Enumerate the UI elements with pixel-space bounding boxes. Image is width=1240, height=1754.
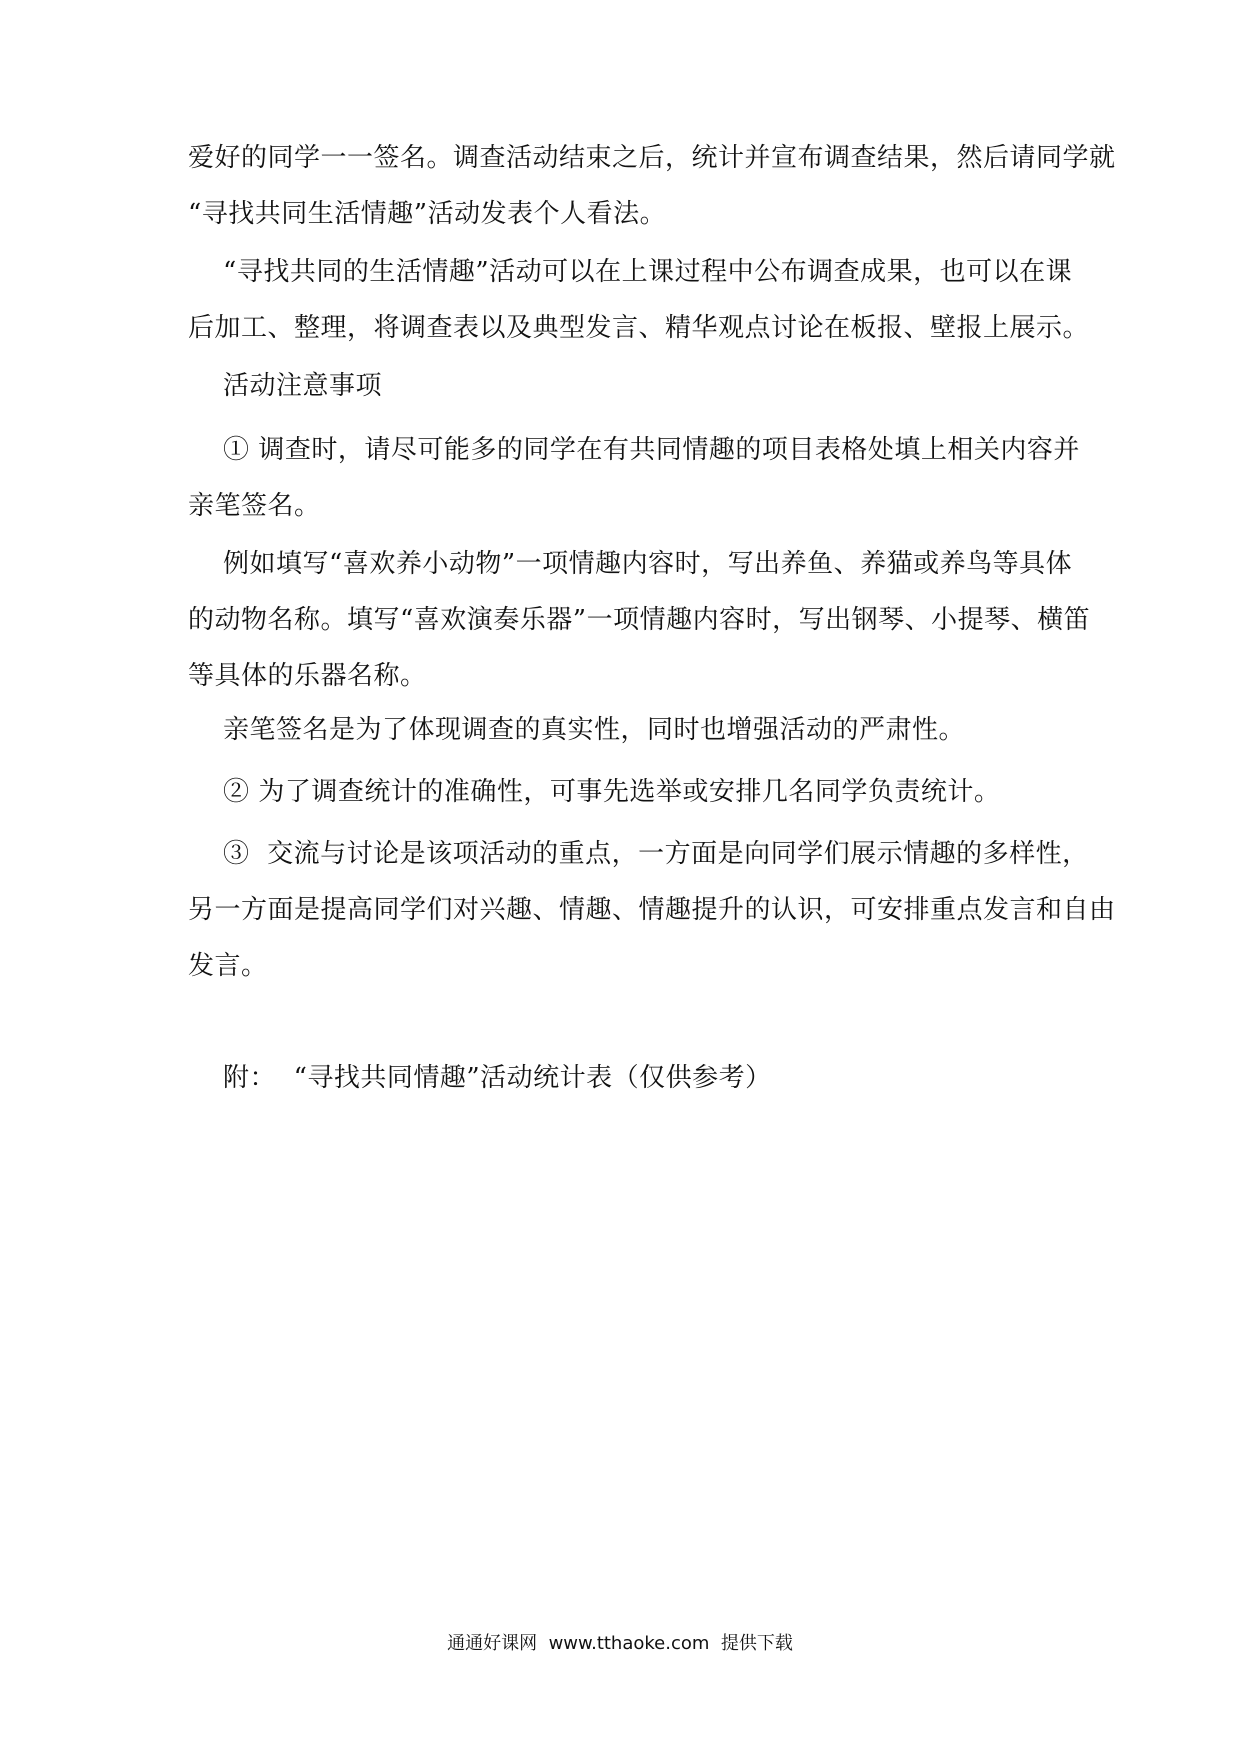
text-line: 的动物名称。填写“喜欢演奏乐器”一项情趣内容时，写出钢琴、小提琴、横笛 (188, 605, 1091, 635)
text-line: ① 调查时，请尽可能多的同学在有共同情趣的项目表格处填上相关内容并 (188, 435, 1080, 465)
text-line: 活动注意事项 (188, 371, 383, 401)
text-line: 附： “寻找共同情趣”活动统计表（仅供参考） (188, 1063, 772, 1093)
text-line: 亲笔签名是为了体现调查的真实性，同时也增强活动的严肃性。 (188, 715, 966, 745)
text-line: 发言。 (188, 951, 268, 981)
text-line: “寻找共同的生活情趣”活动可以在上课过程中公布调查成果，也可以在课 (188, 257, 1073, 287)
text-line: 后加工、整理，将调查表以及典型发言、精华观点讨论在板报、壁报上展示。 (188, 313, 1090, 343)
text-line: ③ 交流与讨论是该项活动的重点，一方面是向同学们展示情趣的多样性， (188, 839, 1089, 869)
paragraph-5 (188, 536, 1091, 704)
paragraph-8 (188, 826, 1116, 994)
text-line: 亲笔签名。 (188, 491, 321, 521)
paragraph-2 (188, 244, 1090, 356)
text-line: 等具体的乐器名称。 (188, 661, 427, 691)
page-footer: 通通好课网 www.tthaoke.com 提供下载 (447, 1633, 793, 1654)
text-line: ② 为了调查统计的准确性，可事先选举或安排几名同学负责统计。 (188, 777, 1001, 807)
text-line: 爱好的同学一一签名。调查活动结束之后，统计并宣布调查结果，然后请同学就 (188, 143, 1116, 173)
text-line: 例如填写“喜欢养小动物”一项情趣内容时，写出养鱼、养猫或养鸟等具体 (188, 549, 1073, 579)
paragraph-7 (188, 764, 1060, 820)
text-line: “寻找共同生活情趣”活动发表个人看法。 (188, 199, 667, 229)
paragraph-6 (188, 702, 1060, 758)
paragraph-4 (188, 422, 1080, 534)
text-line: 另一方面是提高同学们对兴趣、情趣、情趣提升的认识，可安排重点发言和自由 (188, 895, 1116, 925)
appendix-line (188, 1050, 1060, 1106)
paragraph-1 (188, 130, 1116, 242)
section-heading (188, 358, 1060, 414)
